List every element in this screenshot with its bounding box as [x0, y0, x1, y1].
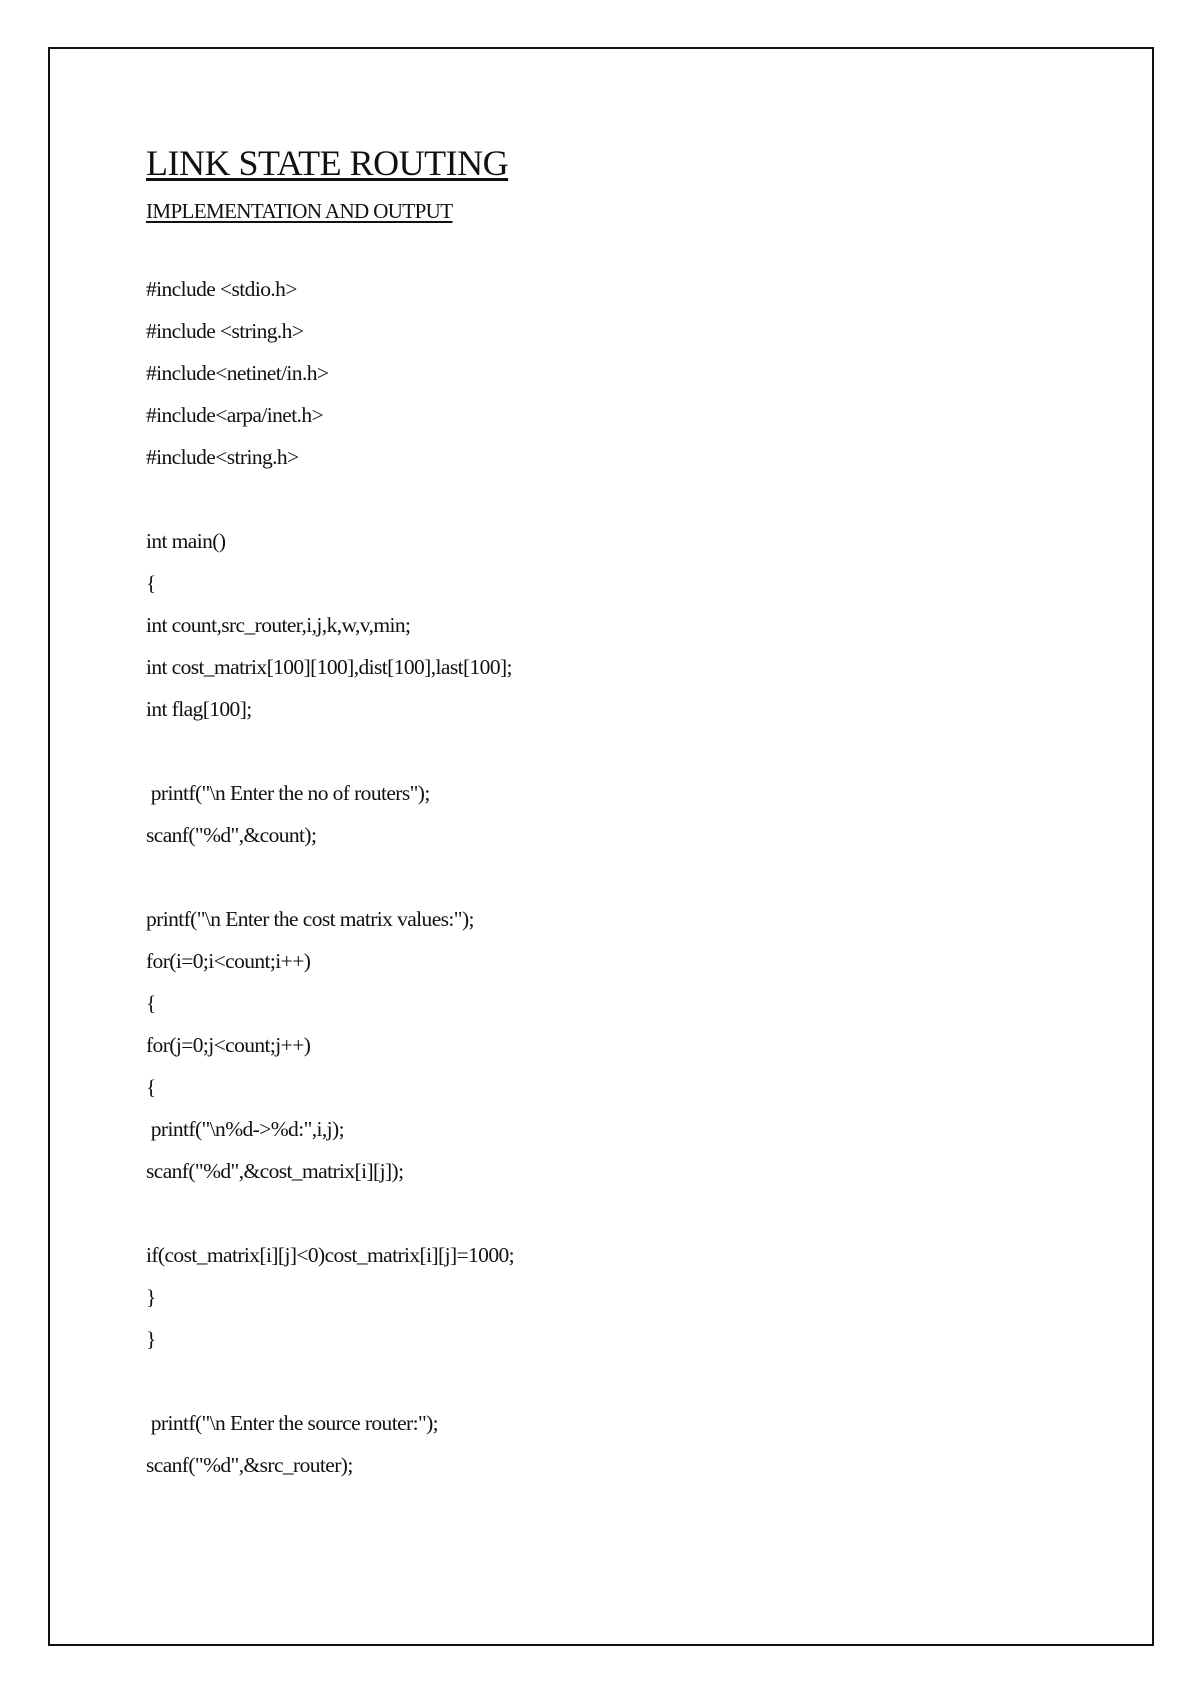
document-subtitle: IMPLEMENTATION AND OUTPUT [146, 199, 453, 223]
code-line: printf("\n%d->%d:",i,j); [146, 1117, 344, 1141]
code-line: scanf("%d",&src_router); [146, 1453, 353, 1477]
code-line: printf("\n Enter the cost matrix values:"); [146, 907, 474, 931]
code-line: int flag[100]; [146, 697, 252, 721]
code-line: scanf("%d",&count); [146, 823, 317, 847]
code-line: int count,src_router,i,j,k,w,v,min; [146, 613, 411, 637]
code-line: } [146, 1327, 156, 1351]
code-line: #include <stdio.h> [146, 277, 297, 301]
code-line [146, 1192, 1106, 1234]
code-line: printf("\n Enter the no of routers"); [146, 781, 430, 805]
code-line: for(j=0;j<count;j++) [146, 1033, 311, 1057]
code-line: #include <string.h> [146, 319, 304, 343]
code-line: int cost_matrix[100][100],dist[100],last[100]; [146, 655, 512, 679]
code-line: if(cost_matrix[i][j]<0)cost_matrix[i][j]=1000; [146, 1243, 515, 1267]
document-body [146, 140, 1106, 1486]
code-line: { [146, 571, 156, 595]
code-line: printf("\n Enter the source router:"); [146, 1411, 439, 1435]
code-line: #include<string.h> [146, 445, 299, 469]
code-line [146, 1360, 1106, 1402]
code-line [146, 478, 1106, 520]
code-line: int main() [146, 529, 226, 553]
code-line: { [146, 991, 156, 1015]
code-line: #include<netinet/in.h> [146, 361, 329, 385]
code-line [146, 730, 1106, 772]
code-line: scanf("%d",&cost_matrix[i][j]); [146, 1159, 404, 1183]
document-title: LINK STATE ROUTING [146, 143, 509, 183]
code-line [146, 856, 1106, 898]
code-line: { [146, 1075, 156, 1099]
code-line: for(i=0;i<count;i++) [146, 949, 311, 973]
code-line: #include<arpa/inet.h> [146, 403, 324, 427]
code-line: } [146, 1285, 156, 1309]
code-listing [146, 268, 1106, 1486]
